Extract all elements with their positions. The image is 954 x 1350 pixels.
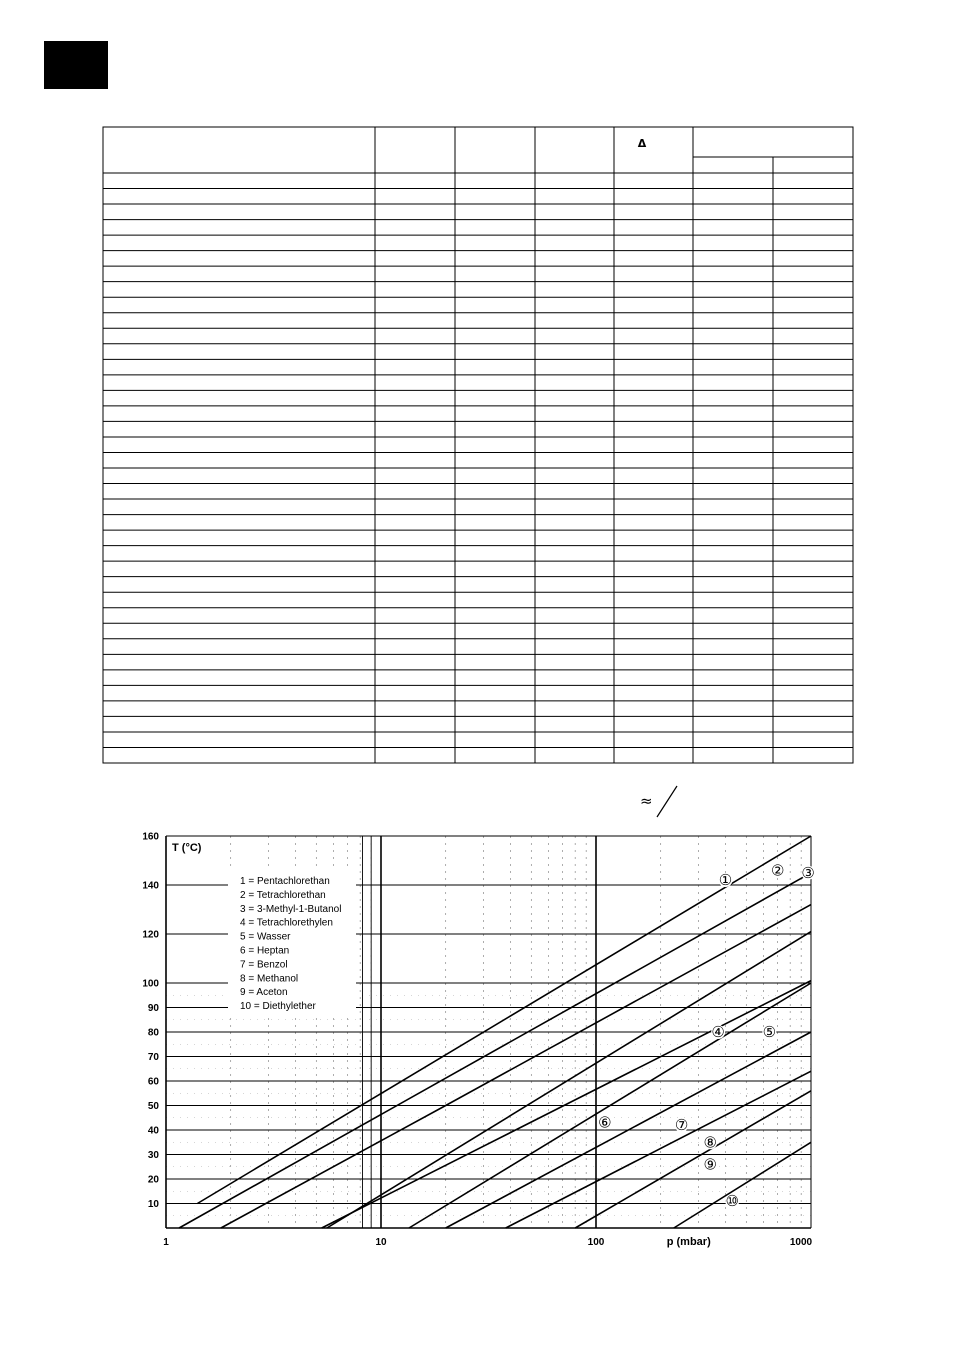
vapor-pressure-chart [130, 826, 830, 1256]
series-marker-8: ⑧ [703, 1134, 717, 1152]
legend-entry-5: 5 = Wasser [240, 931, 291, 943]
x-axis-label: p (mbar) [666, 1236, 711, 1248]
y-tick-label: 70 [147, 1052, 159, 1063]
x-tick-label: 100 [587, 1237, 605, 1248]
series-marker-6: ⑥ [598, 1114, 612, 1132]
section-marker-block [44, 41, 108, 89]
y-tick-label: 140 [142, 880, 159, 892]
y-tick-label: 50 [147, 1101, 159, 1112]
fraction-slash [655, 784, 681, 820]
x-tick-labels [163, 1237, 812, 1248]
y-tick-label: 100 [142, 978, 159, 990]
legend-entry-7: 7 = Benzol [240, 959, 288, 971]
series-marker-10: ⑩ [725, 1193, 739, 1211]
legend-entry-4: 4 = Tetrachlorethylen [240, 917, 333, 929]
y-tick-label: 120 [142, 929, 159, 941]
approx-symbol: ≈ [640, 792, 653, 810]
series-marker-5: ⑤ [762, 1024, 777, 1041]
table-header-delta: Δ [637, 137, 647, 150]
x-tick-label: 10 [375, 1237, 387, 1248]
legend-entry-10: 10 = Diethylether [240, 1001, 316, 1013]
y-tick-label: 20 [147, 1174, 159, 1186]
series-line-4 [327, 932, 811, 1228]
y-tick-label: 90 [147, 1003, 159, 1014]
legend-entry-8: 8 = Methanol [240, 973, 299, 985]
series-marker-2: ② [770, 862, 785, 880]
y-tick-label: 60 [147, 1076, 159, 1088]
series-line-9 [575, 1091, 811, 1228]
series-marker-3: ③ [801, 864, 815, 882]
y-tick-label: 40 [147, 1125, 159, 1137]
series-line-5 [322, 981, 811, 1228]
x-tick-label: 1000 [789, 1237, 813, 1248]
data-table-grid [102, 126, 854, 764]
series-marker-9: ⑨ [703, 1156, 717, 1174]
legend-entry-9: 9 = Aceton [240, 987, 288, 999]
legend-entry-6: 6 = Heptan [240, 945, 290, 957]
legend-entry-2: 2 = Tetrachlorethan [240, 889, 326, 901]
table-border [103, 127, 853, 763]
y-tick-label: 160 [142, 831, 159, 843]
y-tick-label: 10 [147, 1199, 159, 1210]
y-tick-labels [142, 832, 159, 1211]
series-line-8 [506, 1071, 811, 1228]
legend-entry-3: 3 = 3-Methyl-1-Butanol [240, 903, 342, 915]
y-tick-label: 30 [147, 1150, 159, 1161]
y-axis-label: T (°C) [172, 842, 202, 854]
series-marker-4: ④ [711, 1024, 725, 1041]
chart-legend [228, 870, 356, 1018]
series-marker-7: ⑦ [674, 1117, 689, 1135]
x-tick-label: 1 [163, 1237, 169, 1248]
series-markers [598, 862, 815, 1210]
legend-entry-1: 1 = Pentachlorethan [240, 876, 330, 887]
series-marker-1: ① [718, 872, 733, 890]
y-tick-label: 80 [147, 1027, 159, 1039]
